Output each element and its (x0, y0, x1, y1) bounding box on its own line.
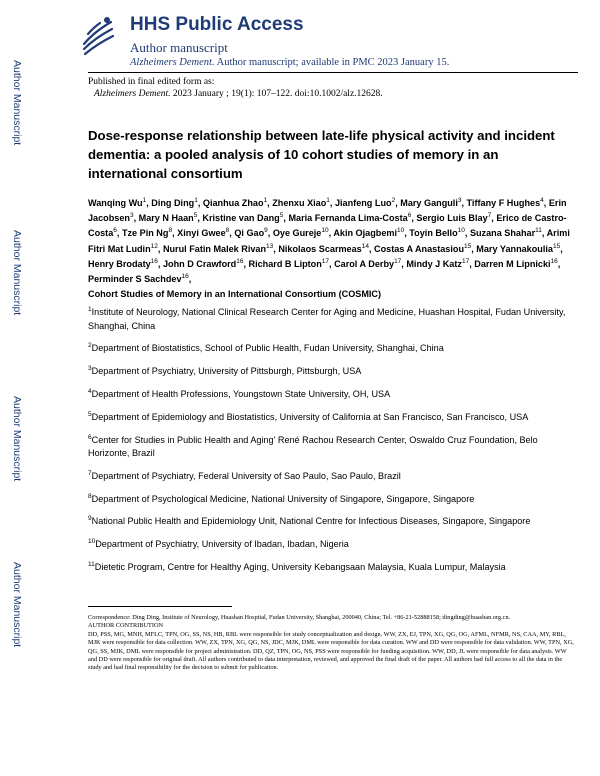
author-name: Oye Gureje (272, 228, 322, 239)
author-affiliation-number: 16 (550, 257, 558, 265)
author-affiliation-number: 9 (264, 227, 268, 235)
author-name: Costas A Anastasiou (374, 243, 464, 254)
affiliation-list (88, 306, 574, 584)
author-name: Qianhua Zhao (202, 198, 264, 208)
author-name: Carol A Derby (334, 258, 395, 269)
author-affiliation-number: 8 (168, 227, 173, 235)
header-rule (88, 72, 578, 73)
author-item[interactable] (374, 244, 471, 254)
correspondence-note: Correspondence: Ding Ding, Institute of Neurology, Huashan Hospital, Fudan University, Shanghai, 200040, China; Tel. +86-21-52888158; dingding@huashan.org.cn. (88, 614, 511, 621)
affiliation-number: 10 (88, 538, 96, 546)
author-item[interactable] (139, 213, 198, 223)
affiliation-item (88, 342, 574, 356)
affiliation-number: 3 (88, 365, 92, 373)
author-name: Perminder S Sachdev (88, 274, 182, 285)
author-name: Mindy J Katz (406, 258, 462, 269)
affiliation-text: Center for Studies in Public Health and Aging' René Rachou Research Center, Oswaldo Cruz Foundation, Belo Horizonte, Brazil (88, 434, 538, 459)
author-affiliation-number: 4 (540, 196, 544, 204)
author-affiliation-number: 17 (461, 257, 470, 265)
author-item[interactable] (335, 198, 395, 208)
author-name: Henry Brodaty (88, 258, 151, 269)
author-name: Qi Gao (234, 228, 265, 239)
author-affiliation-number: 1 (142, 196, 147, 204)
affiliation-text: Department of Psychological Medicine, National University of Singapore, Singapore, Singapore (91, 493, 475, 504)
author-affiliation-number: 17 (321, 257, 330, 265)
affiliation-item (88, 515, 574, 529)
affiliation-number: 8 (88, 492, 92, 500)
affiliation-number: 1 (88, 305, 92, 313)
author-manuscript-subtitle: Author manuscript (130, 40, 228, 55)
author-item[interactable] (288, 213, 411, 223)
publication-info (88, 76, 383, 100)
author-name: Xinyi Gwee (177, 228, 226, 239)
author-affiliation-number: 15 (552, 242, 561, 250)
author-name: Sergio Luis Blay (416, 213, 488, 224)
author-affiliation-number: 11 (535, 227, 542, 235)
author-name: Mary Ganguli (400, 198, 458, 208)
affiliation-text: Department of Health Professions, Youngstown State University, OH, USA (91, 388, 391, 399)
author-item[interactable] (151, 198, 198, 208)
citation-journal: Alzheimers Dement. (94, 89, 171, 99)
author-name: Jianfeng Luo (334, 198, 392, 208)
author-affiliation-number: 5 (193, 212, 198, 220)
author-item[interactable] (409, 228, 465, 238)
affiliation-item (88, 306, 574, 333)
citation (88, 88, 383, 100)
author-affiliation-number: 3 (129, 212, 134, 220)
affiliation-text: Department of Psychiatry, University of Pittsburgh, Pittsburgh, USA (91, 366, 362, 377)
affiliation-item (88, 411, 574, 425)
footnotes (88, 614, 574, 673)
affiliation-text: Institute of Neurology, National Clinical Research Center for Aging and Medicine, Huashan Hospital, Fudan University, Shanghai, China (88, 307, 566, 331)
author-affiliation-number: 10 (321, 227, 329, 235)
author-name: Suzana Shahar (469, 228, 536, 239)
author-affiliation-number: 12 (150, 242, 158, 250)
author-affiliation-number: 1 (194, 196, 198, 204)
author-affiliation-number: 17 (394, 257, 402, 265)
author-item[interactable] (122, 228, 172, 238)
consortium-name: Cohort Studies of Memory in an International Consortium (COSMIC) (88, 289, 382, 300)
author-name: Ding Ding (151, 198, 195, 208)
article-title: Dose-response relationship between late-life physical activity and incident dementia: a pooled analysis of 10 cohort studies of memory in an international consortium (88, 128, 555, 181)
author-affiliation-number: 2 (391, 196, 396, 204)
author-item[interactable] (88, 259, 158, 269)
author-item[interactable] (202, 213, 283, 223)
author-item[interactable] (163, 244, 273, 254)
author-item[interactable] (177, 228, 229, 238)
author-name: Mary Yannakoulia (476, 243, 553, 254)
author-affiliation-number: 16 (181, 272, 189, 280)
affiliation-number: 6 (88, 433, 92, 441)
author-item[interactable] (88, 274, 189, 284)
affiliation-text: Department of Biostatistics, School of Public Health, Fudan University, Shanghai, China (91, 343, 444, 354)
affiliation-item (88, 561, 574, 575)
author-item[interactable] (88, 198, 146, 208)
author-affiliation-number: 5 (279, 212, 284, 220)
author-affiliation-number: 7 (487, 212, 492, 220)
affiliation-item (88, 434, 574, 461)
author-list: Wanqing Wu$^1$, Ding Ding$^1$, Qianhua Zhao$^1$, Zhenxu Xiao$^1$, Jianfeng Luo$^2$, Mary Ganguli$^3$, Tiffany F Hughes$^4$, Erin Jacobsen$^3$, Mary N Haan$^5$, Kristine van Dang$^5$, Maria Fernanda Lima-Costa$^6$, Sergio Luis Blay$^7$, Erico de Castro-Costa$^6$, Tze Pin Ng$^8$, Xinyi Gwee$^8$, Qi Gao$^9$, Oye Gureje$^{10}$, Akin Ojagbemi$^{10}$, Toyin Bello$^{10}$, Suzana Shahar$^{11}$, Arimi Fitri Mat Ludin$^{12}$, Nurul Fatin Malek Rivan$^{13}$, Nikolaos Scarmeas$^{14}$, Costas A Anastasiou$^{15}$, Mary Yannakoulia$^{15}$, Henry Brodaty$^{16}$, John D Crawford$^{16}$, Richard B Lipton$^{17}$, Carol A Derby$^{17}$, Mindy J Katz$^{17}$, Darren M Lipnicki$^{16}$, Perminder S Sachdev$^{16}$, Cohort Studies of Memory in an International Consortium (COSMIC) (88, 196, 570, 300)
author-item[interactable] (474, 259, 558, 269)
author-item[interactable] (249, 259, 330, 269)
author-name: John D Crawford (162, 258, 237, 269)
affiliation-item (88, 470, 574, 484)
journal-name[interactable]: Alzheimers Dement. (130, 57, 215, 68)
author-item[interactable] (278, 244, 369, 254)
author-name: Erin Jacobsen (88, 198, 567, 224)
published-in-label: Published in final edited form as: (88, 77, 215, 87)
author-name: Zhenxu Xiao (272, 198, 327, 208)
author-name: Darren M Lipnicki (474, 258, 551, 269)
author-name: Toyin Bello (409, 228, 458, 239)
author-affiliation-number: 16 (150, 257, 158, 265)
citation-details[interactable]: 2023 January ; 19(1): 107–122. doi:10.1002/alz.12628. (172, 89, 383, 99)
author-name: Tiffany F Hughes (466, 198, 541, 208)
author-item[interactable] (333, 228, 404, 238)
contribution-heading: AUTHOR CONTRIBUTION (88, 622, 164, 630)
affiliation-number: 11 (88, 560, 95, 568)
author-name: Mary N Haan (138, 213, 194, 224)
affiliation-number: 4 (88, 387, 92, 395)
author-name: Richard B Lipton (248, 258, 322, 269)
author-name: Nurul Fatin Malek Rivan (162, 243, 267, 254)
author-item[interactable] (334, 259, 401, 269)
author-name: Tze Pin Ng (121, 228, 169, 239)
author-affiliation-number: 14 (361, 242, 369, 250)
author-affiliation-number: 10 (397, 227, 405, 235)
affiliation-text: Department of Epidemiology and Biostatistics, University of California at San Francisco, San Francisco, USA (91, 411, 529, 422)
author-name: Arimi Fitri Mat Ludin (88, 228, 570, 254)
contribution-text: DD, PSS, MG, MNH, MFLC, TPN, OG, SS, NS, HB, RBL were responsible for study conceptualization and design. WW, ZX, EJ, TPN, XG, QG, OG, AFML, NFMR, NS, CAA, MY, RBL, MJK were responsible for data collection. WW, ZX, TPN, XG, QG, NS, JDC, MJK, DML were responsible for data curation. WW and DD were responsible for data validation. WW, TPN, XG, QG, SS, MJK, DML were responsible for project administration. DD, QZ, TPN, OG, NS, PSS were responsible for funding acquisition. WW, DD, JL were responsible for data analysis. WW and DD were responsible for original draft. All authors contributed to data interpretation, reviewed, and approved the final draft of the paper. All authors had full access to all the data in the study and had final responsibility for the decision to submit for publication. (88, 630, 574, 672)
affiliation-number: 9 (88, 515, 92, 523)
affiliation-text: Department of Psychiatry, University of Ibadan, Ibadan, Nigeria (95, 539, 349, 550)
author-item[interactable] (416, 213, 491, 223)
author-name: Nikolaos Scarmeas (278, 243, 362, 254)
author-affiliation-number: 8 (225, 227, 230, 235)
availability-text: Author manuscript; available in PMC 2023 January 15. (216, 57, 450, 68)
affiliation-number: 5 (88, 410, 92, 418)
author-item[interactable] (273, 228, 329, 238)
affiliation-text: Department of Psychiatry, Federal University of Sao Paulo, Sao Paulo, Brazil (91, 470, 401, 481)
hhs-public-access-title: HHS Public Access (130, 14, 304, 35)
author-name: Wanqing Wu (88, 198, 143, 208)
author-affiliation-number: 1 (263, 196, 268, 204)
affiliation-item (88, 538, 574, 552)
author-affiliation-number: 13 (266, 242, 274, 250)
affiliation-item (88, 388, 574, 402)
author-name: Akin Ojagbemi (333, 228, 397, 239)
author-name: Maria Fernanda Lima-Costa (288, 213, 408, 224)
author-affiliation-number: 1 (326, 196, 330, 204)
author-affiliation-number: 3 (457, 196, 462, 204)
affiliation-text: National Public Health and Epidemiology Unit, National Centre for Infectious Diseases, Singapore, Singapore (91, 516, 531, 527)
hhs-eagle-logo (80, 14, 116, 58)
author-affiliation-number: 15 (464, 242, 472, 250)
affiliation-number: 2 (88, 342, 92, 350)
author-affiliation-number: 10 (457, 227, 465, 235)
affiliation-number: 7 (88, 469, 92, 477)
author-item[interactable] (272, 198, 330, 208)
author-item[interactable] (203, 198, 267, 208)
author-name: Erico de Castro-Costa (88, 213, 567, 239)
author-item[interactable] (234, 228, 267, 238)
author-item[interactable] (476, 244, 560, 254)
journal-availability (130, 57, 449, 68)
affiliation-text: Dietetic Program, Centre for Healthy Aging, University Kebangsaan Malaysia, Kuala Lumpur, Malaysia (94, 562, 506, 572)
author-affiliation-number: 6 (407, 212, 412, 220)
author-name: Kristine van Dang (202, 213, 280, 224)
author-affiliation-number: 16 (236, 257, 244, 265)
affiliation-item (88, 493, 574, 507)
affiliation-item (88, 365, 574, 379)
author-item[interactable] (470, 228, 542, 238)
author-item[interactable] (163, 259, 244, 269)
author-affiliation-number: 6 (113, 227, 117, 235)
author-item[interactable] (406, 259, 469, 269)
footnote-rule (88, 606, 232, 607)
author-item[interactable] (400, 198, 461, 208)
author-item[interactable] (467, 198, 544, 208)
